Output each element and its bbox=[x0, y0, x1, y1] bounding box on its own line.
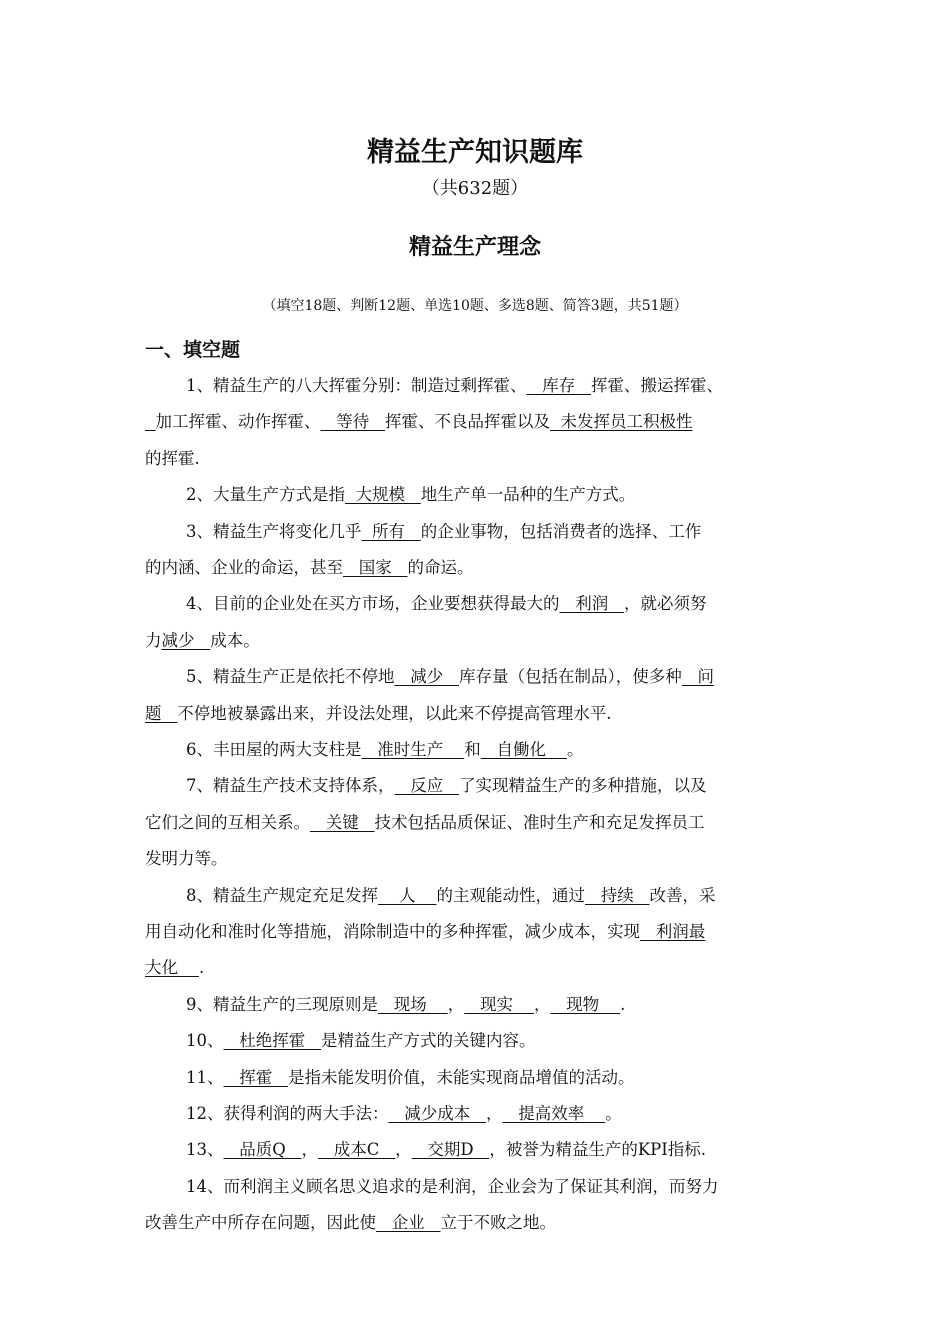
question-line bbox=[145, 914, 815, 950]
answer-blank: 所有 bbox=[361, 521, 421, 541]
question-line bbox=[145, 1096, 815, 1132]
question-line bbox=[145, 404, 815, 440]
answer-blank: 未发挥员工积极性 bbox=[549, 412, 693, 432]
question-text: ， bbox=[395, 1140, 412, 1160]
question-text: 。 bbox=[566, 740, 584, 759]
answer-blank bbox=[145, 412, 156, 431]
answer-blank: 大化 bbox=[145, 958, 199, 978]
question-text: 技术包括品质保证、准时生产和充足发挥员工 bbox=[374, 812, 705, 832]
question-text: 11、 bbox=[186, 1067, 224, 1087]
answer-blank: 企业 bbox=[376, 1213, 441, 1233]
answer-blank: 准时生产 bbox=[361, 740, 465, 759]
answer-blank: 利润 bbox=[559, 594, 624, 614]
answer-blank: 现场 bbox=[378, 994, 448, 1014]
question-text: 1、精益生产的八大挥霍分别：制造过剩挥霍、 bbox=[186, 376, 527, 395]
answer-blank: 关键 bbox=[310, 812, 375, 832]
question-line bbox=[145, 878, 815, 914]
question-text: 地生产单一品种的生产方式。 bbox=[420, 485, 636, 505]
question-text: 改善生产中所存在问题，因此使 bbox=[145, 1213, 376, 1233]
answer-blank: 挥霍 bbox=[223, 1067, 288, 1087]
question-text: 挥霍、搬运挥霍、 bbox=[590, 376, 723, 395]
question-text: 挥霍、不良品挥霍以及 bbox=[384, 412, 550, 432]
question-text: 14、而利润主义顾名思义追求的是利润，企业会为了保证其利润，而努力 bbox=[186, 1176, 719, 1196]
answer-blank: 现物 bbox=[550, 994, 621, 1014]
document-title: 精益生产知识题库 bbox=[367, 137, 583, 168]
question-line bbox=[145, 441, 815, 477]
answer-blank: 现实 bbox=[464, 994, 534, 1014]
section-title: 精益生产理念 bbox=[408, 235, 541, 260]
question-line bbox=[145, 1132, 815, 1168]
question-text: ，被誉为精益生产的KPI指标. bbox=[489, 1140, 707, 1160]
answer-blank: 库存 bbox=[526, 376, 591, 395]
answer-blank: 减少 bbox=[161, 630, 211, 650]
question-text: 是精益生产方式的关键内容。 bbox=[320, 1031, 536, 1051]
question-line bbox=[145, 659, 815, 695]
answer-blank: 提高效率 bbox=[502, 1104, 606, 1123]
question-line bbox=[145, 696, 815, 732]
question-text: 2、大量生产方式是指 bbox=[186, 485, 345, 505]
question-text: 6、丰田屋的两大支柱是 bbox=[186, 740, 362, 759]
question-text: 7、精益生产技术支持体系， bbox=[186, 776, 395, 796]
question-text: 库存量（包括在制品），使多种 bbox=[458, 667, 682, 687]
question-text: ， bbox=[301, 1140, 318, 1160]
answer-blank: 反应 bbox=[394, 776, 459, 796]
question-text: 是指未能发明价值，未能实现商品增值的活动。 bbox=[287, 1067, 635, 1087]
question-text: 不停地被暴露出来，并设法处理，以此来不停提高管理水平. bbox=[177, 703, 612, 723]
question-text: 的命运。 bbox=[407, 558, 474, 577]
answer-blank: 人 bbox=[378, 885, 437, 905]
question-line bbox=[145, 987, 815, 1023]
answer-blank: 减少 bbox=[394, 667, 459, 687]
question-text: 它们之间的互相关系。 bbox=[145, 812, 310, 832]
question-text: 9、精益生产的三现原则是 bbox=[186, 994, 378, 1014]
question-line bbox=[145, 950, 815, 986]
answer-blank: 杜绝挥霍 bbox=[223, 1031, 321, 1051]
question-text: . bbox=[198, 958, 205, 978]
question-text: 改善，采 bbox=[649, 885, 716, 905]
answer-blank: 品质Q bbox=[223, 1140, 302, 1160]
answer-blank: 国家 bbox=[343, 558, 408, 577]
question-text: ， bbox=[485, 1104, 503, 1123]
question-text: 10、 bbox=[186, 1031, 224, 1051]
question-text: 12、获得利润的两大手法： bbox=[186, 1104, 389, 1123]
answer-blank: 自働化 bbox=[480, 740, 567, 759]
question-text: 发明力等。 bbox=[145, 849, 228, 869]
question-line bbox=[145, 477, 815, 513]
question-text: 的主观能动性，通过 bbox=[436, 885, 585, 905]
question-line bbox=[145, 732, 815, 768]
question-text: ，就必须努 bbox=[623, 594, 707, 614]
fill-in-heading: 一、填空题 bbox=[145, 339, 241, 361]
question-line bbox=[145, 1023, 815, 1059]
question-text: ， bbox=[533, 994, 551, 1014]
question-text: 。 bbox=[605, 1104, 622, 1123]
question-text: 3、精益生产将变化几乎 bbox=[186, 521, 362, 541]
question-line bbox=[145, 514, 815, 550]
question-text: 立于不败之地。 bbox=[440, 1213, 556, 1233]
question-summary: （填空18题、判断12题、单选10题、多选8题、简答3题，共51题） bbox=[262, 298, 688, 314]
question-line bbox=[145, 841, 815, 877]
question-line bbox=[145, 368, 815, 404]
question-text: 4、目前的企业处在买方市场，企业要想获得最大的 bbox=[186, 594, 560, 614]
answer-blank: 减少成本 bbox=[388, 1104, 486, 1123]
question-text: 13、 bbox=[186, 1140, 224, 1160]
question-text: ， bbox=[447, 994, 465, 1014]
question-text: 成本。 bbox=[210, 630, 260, 650]
answer-blank: 大规模 bbox=[345, 485, 421, 505]
question-line bbox=[145, 1205, 815, 1241]
question-line bbox=[145, 586, 815, 622]
question-text: 的内涵、企业的命运，甚至 bbox=[145, 558, 343, 577]
question-text: 用自动化和准时化等措施，消除制造中的多种挥霍，减少成本，实现 bbox=[145, 922, 640, 941]
answer-blank: 问 bbox=[681, 667, 714, 687]
question-text: 的挥霍. bbox=[145, 448, 200, 468]
question-text: 的企业事物，包括消费者的选择、工作 bbox=[420, 521, 702, 541]
answer-blank: 等待 bbox=[320, 412, 385, 432]
answer-blank: 持续 bbox=[584, 885, 650, 905]
answer-blank: 交期D bbox=[411, 1140, 490, 1160]
question-text: 8、精益生产规定充足发挥 bbox=[186, 885, 378, 905]
question-line bbox=[145, 623, 815, 659]
question-text: . bbox=[620, 994, 626, 1014]
question-text: 加工挥霍、动作挥霍、 bbox=[155, 412, 321, 432]
question-text: 力 bbox=[145, 630, 162, 650]
question-line bbox=[145, 768, 815, 804]
answer-blank: 题 bbox=[145, 703, 178, 723]
question-line bbox=[145, 1169, 815, 1205]
answer-blank: 利润最 bbox=[640, 922, 706, 941]
answer-blank: 成本C bbox=[318, 1140, 396, 1160]
question-text: 5、精益生产正是依托不停地 bbox=[186, 667, 395, 687]
document-subtitle: （共632题） bbox=[421, 178, 529, 199]
question-text: 了实现精益生产的多种措施，以及 bbox=[458, 776, 707, 796]
question-line bbox=[145, 805, 815, 841]
question-text: 和 bbox=[464, 740, 481, 759]
question-line bbox=[145, 550, 815, 586]
question-line bbox=[145, 1060, 815, 1096]
